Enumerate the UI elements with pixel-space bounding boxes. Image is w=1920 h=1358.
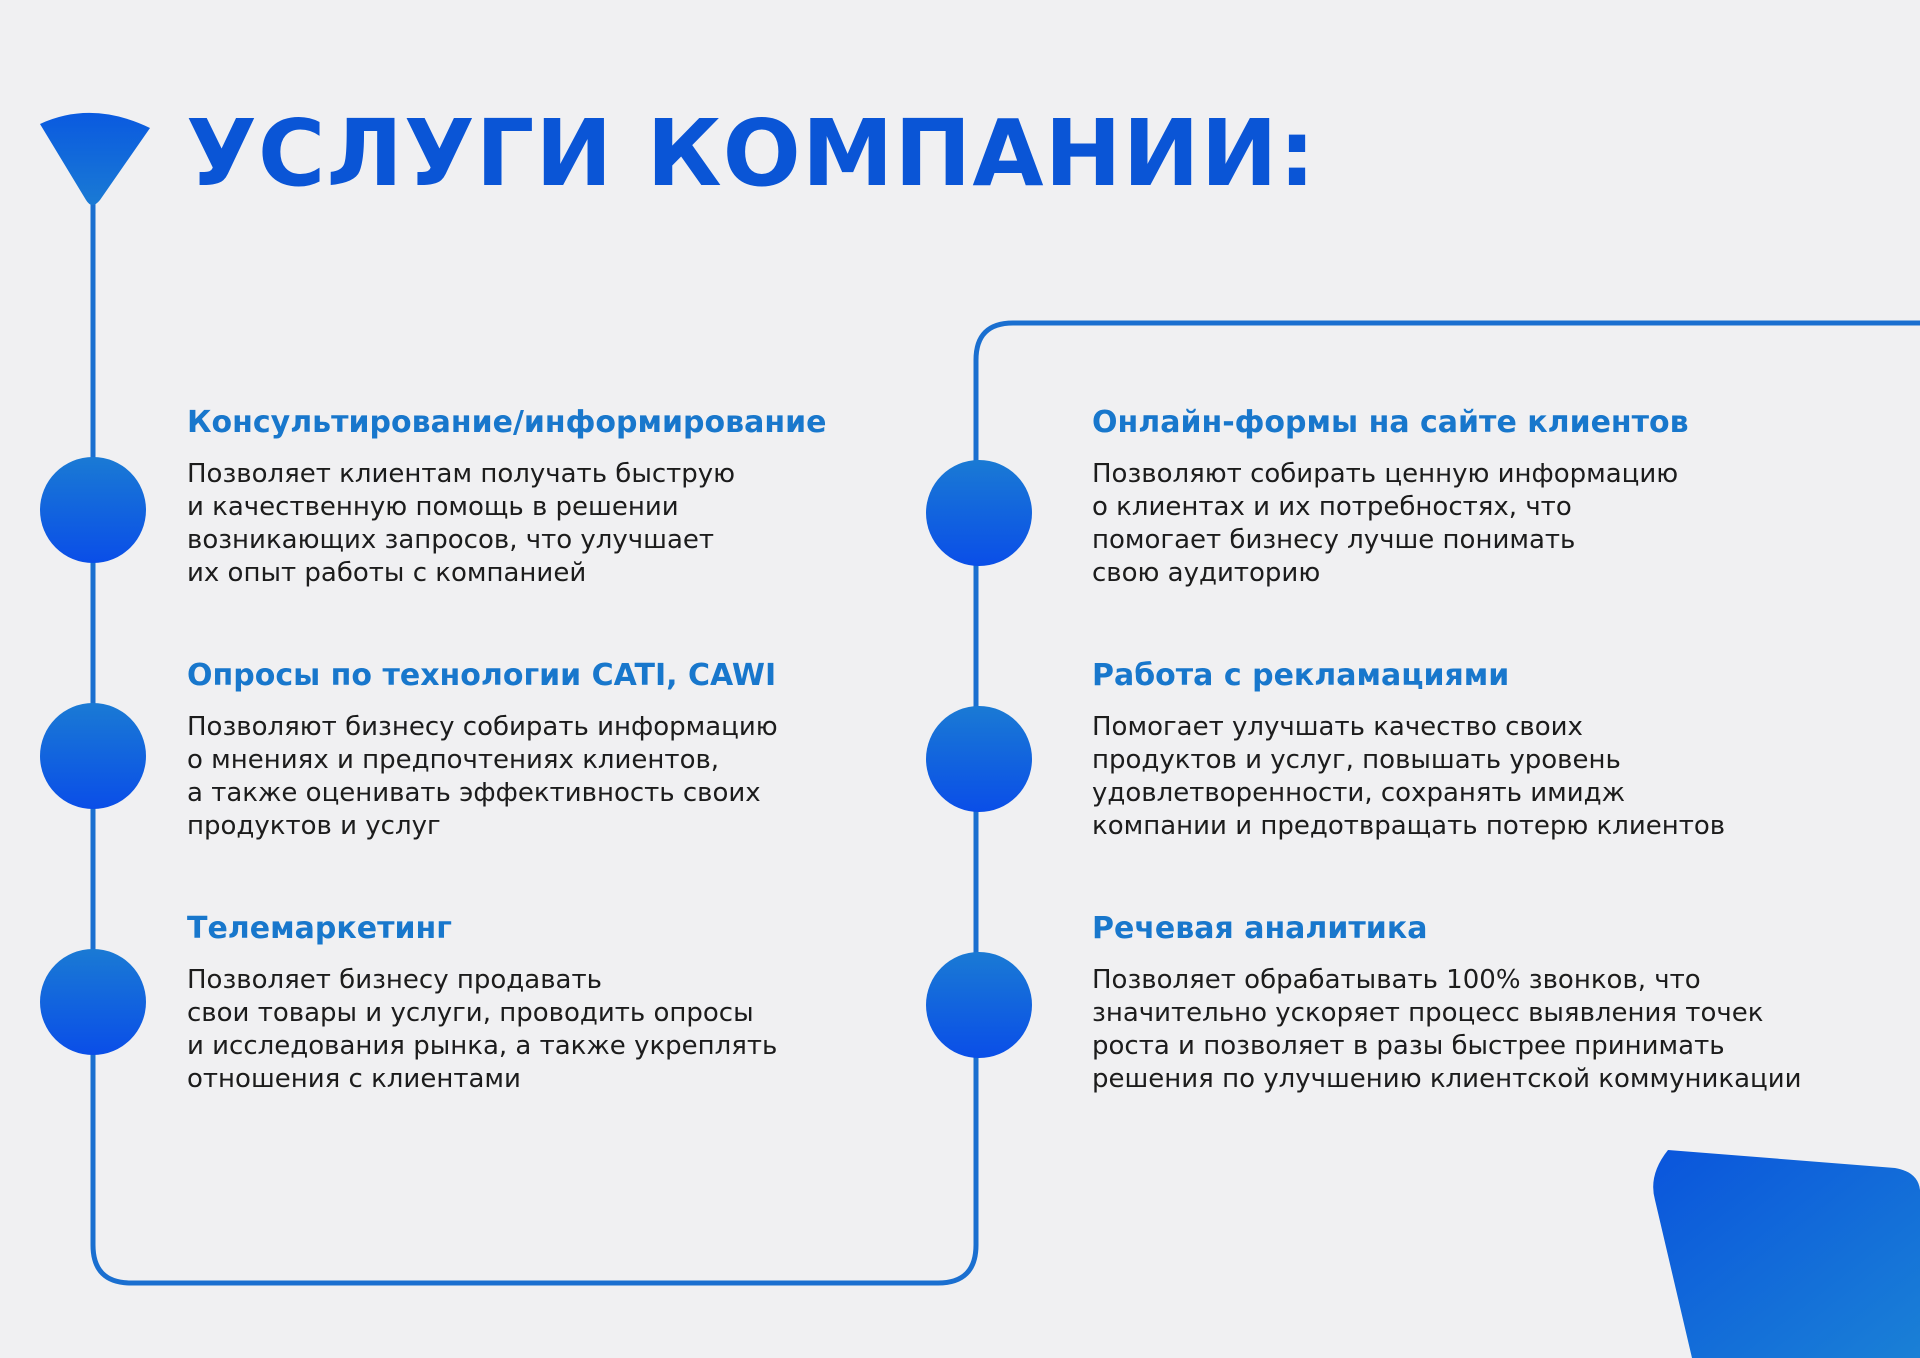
service-description: Позволяет обрабатывать 100% звонков, что значительно ускоряет процесс выявления точек роста и позволяет в разы быстрее принимать решения по улучшению клиентской коммуникации — [1092, 965, 1802, 1094]
timeline-node — [40, 457, 146, 563]
service-surveys — [187, 658, 947, 843]
service-description: Позволяет бизнесу продавать свои товары и услуги, проводить опросы и исследования рынка, а также укреплять отношения с клиентами — [187, 965, 778, 1094]
service-speech-analytics — [1092, 911, 1852, 1096]
service-complaints — [1092, 658, 1852, 843]
service-telemarketing — [187, 911, 947, 1096]
timeline-node — [40, 703, 146, 809]
service-heading: Телемаркетинг — [187, 911, 452, 946]
service-heading: Речевая аналитика — [1092, 911, 1428, 946]
triangle-marker-icon — [40, 113, 150, 205]
corner-shape-icon — [1653, 1150, 1920, 1358]
service-consulting — [187, 405, 947, 590]
timeline-node — [40, 949, 146, 1055]
service-heading: Работа с рекламациями — [1092, 658, 1510, 693]
service-heading: Онлайн-формы на сайте клиентов — [1092, 405, 1689, 440]
service-description: Позволяют собирать ценную информацию о клиентах и их потребностях, что помогает бизнесу лучше понимать свою аудиторию — [1092, 459, 1679, 588]
service-heading: Консультирование/информирование — [187, 405, 827, 440]
service-description: Позволяют бизнесу собирать информацию о мнениях и предпочтениях клиентов, а также оценивать эффективность своих продуктов и услуг — [187, 712, 778, 841]
service-online-forms — [1092, 405, 1852, 590]
service-description: Помогает улучшать качество своих продуктов и услуг, повышать уровень удовлетворенности, сохранять имидж компании и предотвращать потерю клиентов — [1092, 712, 1726, 841]
service-heading: Опросы по технологии CATI, CAWI — [187, 658, 777, 693]
service-description: Позволяет клиентам получать быструю и качественную помощь в решении возникающих запросов, что улучшает их опыт работы с компанией — [187, 459, 736, 588]
page-title: УСЛУГИ КОМПАНИИ: — [186, 100, 1317, 207]
